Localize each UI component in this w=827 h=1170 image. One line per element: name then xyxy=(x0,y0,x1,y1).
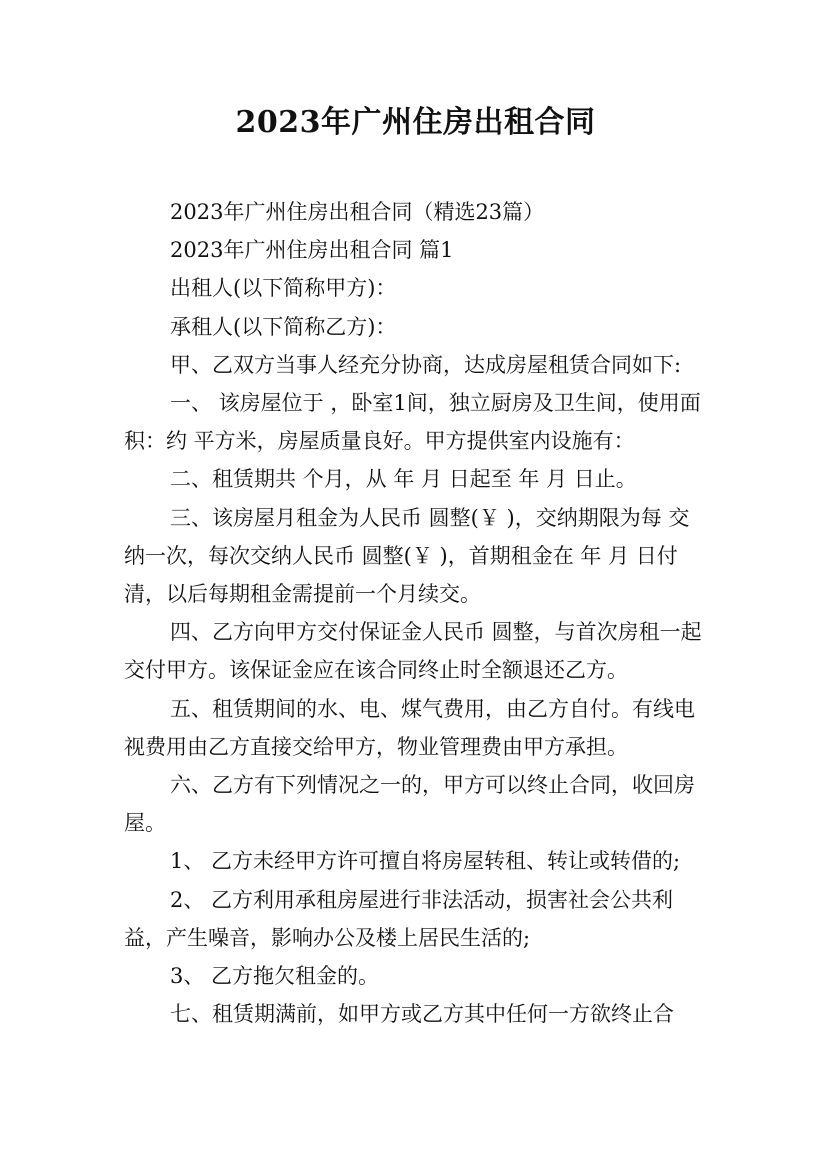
paragraph-clause-1: 一、 该房屋位于 ，卧室1间，独立厨房及卫生间，使用面积：约 平方米，房屋质量良好。甲方提供室内设施有： xyxy=(124,391,701,454)
paragraph-clause-6-item-1: 1、 乙方未经甲方许可擅自将房屋转租、转让或转借的; xyxy=(170,849,681,874)
paragraph-clause-2: 二、租赁期共 个月，从 年 月 日起至 年 月 日止。 xyxy=(170,467,637,492)
document-body xyxy=(124,193,707,1033)
paragraph-section-heading: 2023年广州住房出租合同 篇1 xyxy=(170,238,454,263)
paragraph-clause-3: 三、该房屋月租金为人民币 圆整(￥ )，交纳期限为每 交纳一次，每次交纳人民币 圆整(￥ )，首期租金在 年 月 日付清，以后每期租金需提前一个月续交。 xyxy=(124,505,690,607)
paragraph-clause-4: 四、乙方向甲方交付保证金人民币 圆整，与首次房租一起交付甲方。该保证金应在该合同终止时全额退还乙方。 xyxy=(124,620,702,683)
paragraph-agreement-intro: 甲、乙双方当事人经充分协商，达成房屋租赁合同如下: xyxy=(170,352,682,377)
paragraph-clause-6: 六、乙方有下列情况之一的，甲方可以终止合同，收回房屋。 xyxy=(124,773,695,836)
paragraph-clause-7: 七、租赁期满前，如甲方或乙方其中任何一方欲终止合 xyxy=(170,1002,674,1027)
paragraph-lessor: 出租人(以下简称甲方)： xyxy=(170,276,397,301)
document-title: 2023年广州住房出租合同 xyxy=(235,105,596,140)
paragraph-clause-6-item-2: 2、 乙方利用承租房屋进行非法活动，损害社会公共利益，产生噪音，影响办公及楼上居民生活的; xyxy=(124,887,674,950)
paragraph-lessee: 承租人(以下简称乙方)： xyxy=(170,314,397,339)
paragraph-clause-6-item-3: 3、 乙方拖欠租金的。 xyxy=(170,964,380,989)
paragraph-clause-5: 五、租赁期间的水、电、煤气费用，由乙方自付。有线电视费用由乙方直接交给甲方，物业管理费由甲方承担。 xyxy=(124,696,695,759)
paragraph-subtitle: 2023年广州住房出租合同（精选23篇） xyxy=(170,200,545,224)
